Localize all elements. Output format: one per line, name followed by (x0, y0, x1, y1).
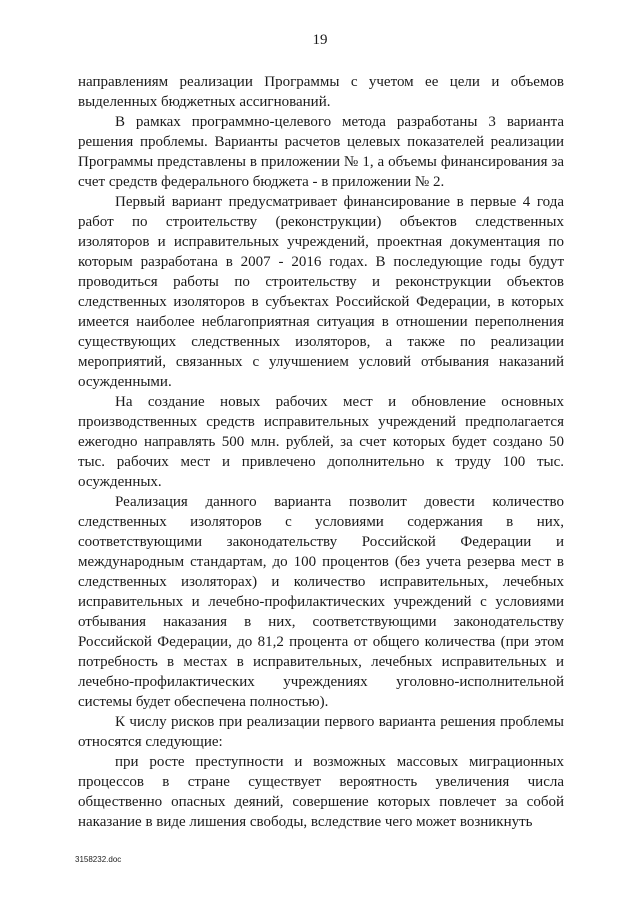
paragraph-jobs: На создание новых рабочих мест и обновление основных производственных средств исправительных учреждений предполагается ежегодно направлять 500 млн. рублей, за счет которых будет создано 50 тыс. рабочих мест и привлечено дополнительно к труду 100 тыс. осужденных. (78, 394, 564, 490)
paragraph-implementation: Реализация данного варианта позволит довести количество следственных изоляторов с условиями содержания в них, соответствующими законодательству Российской Федерации и международным стандартам, до 100 процентов (без учета резерва мест в следственных изоляторах) и количество исправительных, лечебных исправительных и лечебно-профилактических учреждений с условиями отбывания наказания в них, соответствующими законодательству Российской Федерации, до 81,2 процента от общего количества (при этом потребность в местах в исправительных, лечебных исправительных и лечебно-профилактических учреждениях уголовно-исполнительной системы будет обеспечена полностью). (78, 494, 564, 710)
page-number: 19 (312, 32, 328, 48)
paragraph-continuation: направлениям реализации Программы с учетом ее цели и объемов выделенных бюджетных ассигнований. (78, 74, 564, 110)
paragraph-risk-item: при росте преступности и возможных массовых миграционных процессов в стране существует вероятность увеличения числа общественно опасных деяний, совершение которых повлечет за собой наказание в виде лишения свободы, вследствие чего может возникнуть (78, 754, 564, 830)
document-body (78, 72, 564, 832)
paragraph-first-variant: Первый вариант предусматривает финансирование в первые 4 года работ по строительству (реконструкции) объектов следственных изоляторов и исправительных учреждений, проектная документация по которым разработана в 2007 - 2016 годах. В последующие годы будут проводиться работы по строительству и реконструкции объектов следственных изоляторов в субъектах Российской Федерации, в которых имеется наиболее неблагоприятная ситуация в отношении переполнения существующих следственных изоляторов, а также по реализации мероприятий, связанных с улучшением условий отбывания наказаний осужденными. (78, 194, 564, 390)
paragraph-variants: В рамках программно-целевого метода разработаны 3 варианта решения проблемы. Варианты расчетов целевых показателей реализации Программы представлены в приложении № 1, а объемы финансирования за счет средств федерального бюджета - в приложении № 2. (78, 114, 564, 190)
paragraph-risks-intro: К числу рисков при реализации первого варианта решения проблемы относятся следующие: (78, 714, 564, 750)
footer-file-code: 3158232.doc (75, 855, 122, 864)
